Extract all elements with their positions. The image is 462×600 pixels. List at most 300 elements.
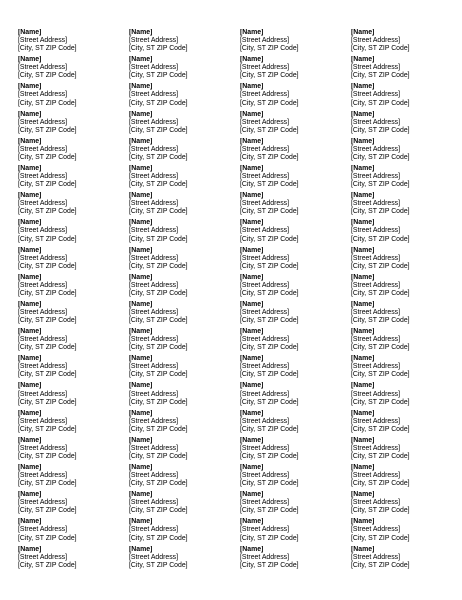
address-label[interactable] bbox=[129, 56, 240, 83]
address-label[interactable] bbox=[351, 301, 458, 328]
label-street-address: [Street Address] bbox=[18, 227, 68, 235]
label-street-address: [Street Address] bbox=[18, 200, 68, 208]
label-city-state-zip: [City, ST ZIP Code] bbox=[240, 72, 299, 80]
label-street-address: [Street Address] bbox=[240, 118, 290, 126]
label-name: [Name] bbox=[240, 409, 264, 417]
label-name: [Name] bbox=[18, 409, 42, 417]
label-name: [Name] bbox=[351, 56, 375, 64]
label-street-address: [Street Address] bbox=[18, 173, 68, 181]
address-label[interactable] bbox=[240, 491, 351, 518]
label-city-state-zip: [City, ST ZIP Code] bbox=[129, 72, 188, 80]
address-label[interactable] bbox=[240, 410, 351, 437]
label-street-address: [Street Address] bbox=[351, 363, 401, 371]
label-city-state-zip: [City, ST ZIP Code] bbox=[129, 344, 188, 352]
address-label[interactable] bbox=[351, 546, 458, 573]
address-label[interactable] bbox=[18, 382, 129, 409]
label-name: [Name] bbox=[129, 56, 153, 64]
label-city-state-zip: [City, ST ZIP Code] bbox=[351, 262, 410, 270]
label-city-state-zip: [City, ST ZIP Code] bbox=[129, 235, 188, 243]
address-label[interactable] bbox=[351, 491, 458, 518]
label-street-address: [Street Address] bbox=[18, 37, 68, 45]
label-city-state-zip: [City, ST ZIP Code] bbox=[351, 453, 410, 460]
label-city-state-zip: [City, ST ZIP Code] bbox=[351, 344, 410, 352]
address-label[interactable] bbox=[129, 382, 240, 409]
label-street-address: [Street Address] bbox=[129, 227, 179, 235]
label-street-address: [Street Address] bbox=[351, 472, 401, 480]
label-street-address: [Street Address] bbox=[351, 553, 401, 561]
address-label[interactable] bbox=[240, 301, 351, 328]
label-street-address: [Street Address] bbox=[240, 472, 290, 480]
address-label[interactable] bbox=[240, 437, 351, 464]
label-street-address: [Street Address] bbox=[240, 200, 290, 208]
label-city-state-zip: [City, ST ZIP Code] bbox=[129, 153, 188, 161]
address-label[interactable] bbox=[18, 192, 129, 219]
label-city-state-zip: [City, ST ZIP Code] bbox=[240, 371, 299, 379]
address-label[interactable] bbox=[351, 192, 458, 219]
address-label[interactable] bbox=[240, 83, 351, 110]
label-name: [Name] bbox=[240, 355, 264, 363]
label-street-address: [Street Address] bbox=[351, 526, 401, 534]
label-name: [Name] bbox=[129, 328, 153, 336]
address-label[interactable] bbox=[129, 138, 240, 165]
label-city-state-zip: [City, ST ZIP Code] bbox=[129, 398, 188, 406]
label-name: [Name] bbox=[351, 29, 375, 36]
label-city-state-zip: [City, ST ZIP Code] bbox=[351, 507, 410, 515]
address-label[interactable] bbox=[240, 165, 351, 192]
label-name: [Name] bbox=[18, 518, 42, 526]
label-street-address: [Street Address] bbox=[129, 91, 179, 99]
label-city-state-zip: [City, ST ZIP Code] bbox=[351, 425, 410, 433]
label-name: [Name] bbox=[18, 246, 42, 254]
address-label[interactable] bbox=[351, 355, 458, 382]
label-name: [Name] bbox=[351, 164, 375, 172]
label-city-state-zip: [City, ST ZIP Code] bbox=[18, 262, 77, 270]
label-name: [Name] bbox=[351, 436, 375, 444]
label-city-state-zip: [City, ST ZIP Code] bbox=[18, 398, 77, 406]
address-label[interactable] bbox=[351, 138, 458, 165]
label-city-state-zip: [City, ST ZIP Code] bbox=[351, 235, 410, 243]
label-street-address: [Street Address] bbox=[351, 64, 401, 72]
label-name: [Name] bbox=[351, 110, 375, 118]
label-city-state-zip: [City, ST ZIP Code] bbox=[18, 507, 77, 515]
label-city-state-zip: [City, ST ZIP Code] bbox=[129, 208, 188, 216]
label-street-address: [Street Address] bbox=[18, 363, 68, 371]
address-label[interactable] bbox=[18, 247, 129, 274]
label-name: [Name] bbox=[129, 300, 153, 308]
label-street-address: [Street Address] bbox=[351, 499, 401, 507]
address-label[interactable] bbox=[18, 491, 129, 518]
label-name: [Name] bbox=[18, 300, 42, 308]
label-street-address: [Street Address] bbox=[351, 173, 401, 181]
label-street-address: [Street Address] bbox=[129, 254, 179, 262]
label-street-address: [Street Address] bbox=[129, 553, 179, 561]
address-label[interactable] bbox=[240, 138, 351, 165]
label-name: [Name] bbox=[18, 56, 42, 64]
label-city-state-zip: [City, ST ZIP Code] bbox=[18, 126, 77, 134]
label-street-address: [Street Address] bbox=[240, 227, 290, 235]
label-street-address: [Street Address] bbox=[351, 336, 401, 344]
address-label[interactable] bbox=[240, 382, 351, 409]
label-street-address: [Street Address] bbox=[18, 254, 68, 262]
label-street-address: [Street Address] bbox=[240, 417, 290, 425]
address-label[interactable] bbox=[129, 546, 240, 573]
label-city-state-zip: [City, ST ZIP Code] bbox=[240, 507, 299, 515]
label-name: [Name] bbox=[18, 192, 42, 200]
label-city-state-zip: [City, ST ZIP Code] bbox=[18, 153, 77, 161]
address-label[interactable] bbox=[351, 410, 458, 437]
label-name: [Name] bbox=[18, 436, 42, 444]
label-street-address: [Street Address] bbox=[240, 526, 290, 534]
address-label-sheet bbox=[18, 29, 458, 573]
label-street-address: [Street Address] bbox=[18, 553, 68, 561]
label-name: [Name] bbox=[129, 110, 153, 118]
label-name: [Name] bbox=[129, 83, 153, 91]
label-street-address: [Street Address] bbox=[129, 308, 179, 316]
label-name: [Name] bbox=[240, 29, 264, 36]
label-city-state-zip: [City, ST ZIP Code] bbox=[240, 181, 299, 189]
label-name: [Name] bbox=[351, 382, 375, 390]
address-label[interactable] bbox=[18, 328, 129, 355]
label-city-state-zip: [City, ST ZIP Code] bbox=[240, 534, 299, 542]
label-city-state-zip: [City, ST ZIP Code] bbox=[18, 317, 77, 325]
label-city-state-zip: [City, ST ZIP Code] bbox=[129, 317, 188, 325]
address-label[interactable] bbox=[351, 464, 458, 491]
label-name: [Name] bbox=[129, 219, 153, 227]
label-street-address: [Street Address] bbox=[18, 91, 68, 99]
address-label[interactable] bbox=[240, 29, 351, 56]
label-street-address: [Street Address] bbox=[351, 145, 401, 153]
address-label[interactable] bbox=[240, 247, 351, 274]
label-street-address: [Street Address] bbox=[240, 145, 290, 153]
label-name: [Name] bbox=[240, 328, 264, 336]
address-label[interactable] bbox=[129, 464, 240, 491]
label-city-state-zip: [City, ST ZIP Code] bbox=[351, 72, 410, 80]
label-street-address: [Street Address] bbox=[240, 308, 290, 316]
label-street-address: [Street Address] bbox=[240, 336, 290, 344]
label-city-state-zip: [City, ST ZIP Code] bbox=[18, 425, 77, 433]
label-city-state-zip: [City, ST ZIP Code] bbox=[351, 317, 410, 325]
label-street-address: [Street Address] bbox=[240, 64, 290, 72]
label-name: [Name] bbox=[240, 246, 264, 254]
address-label[interactable] bbox=[129, 301, 240, 328]
label-name: [Name] bbox=[240, 56, 264, 64]
address-label[interactable] bbox=[240, 56, 351, 83]
label-city-state-zip: [City, ST ZIP Code] bbox=[129, 507, 188, 515]
label-name: [Name] bbox=[351, 328, 375, 336]
address-label[interactable] bbox=[18, 111, 129, 138]
label-name: [Name] bbox=[129, 355, 153, 363]
label-name: [Name] bbox=[18, 83, 42, 91]
label-city-state-zip: [City, ST ZIP Code] bbox=[18, 534, 77, 542]
label-street-address: [Street Address] bbox=[129, 145, 179, 153]
label-city-state-zip: [City, ST ZIP Code] bbox=[18, 289, 77, 297]
label-name: [Name] bbox=[351, 409, 375, 417]
label-name: [Name] bbox=[351, 246, 375, 254]
label-street-address: [Street Address] bbox=[351, 91, 401, 99]
label-street-address: [Street Address] bbox=[351, 37, 401, 45]
address-label[interactable] bbox=[18, 274, 129, 301]
label-city-state-zip: [City, ST ZIP Code] bbox=[240, 289, 299, 297]
label-street-address: [Street Address] bbox=[129, 118, 179, 126]
label-name: [Name] bbox=[129, 382, 153, 390]
address-label[interactable] bbox=[18, 464, 129, 491]
label-city-state-zip: [City, ST ZIP Code] bbox=[240, 153, 299, 161]
address-label[interactable] bbox=[351, 165, 458, 192]
label-street-address: [Street Address] bbox=[18, 444, 68, 452]
address-label[interactable] bbox=[129, 328, 240, 355]
label-street-address: [Street Address] bbox=[351, 200, 401, 208]
label-city-state-zip: [City, ST ZIP Code] bbox=[129, 126, 188, 134]
label-street-address: [Street Address] bbox=[351, 417, 401, 425]
address-label[interactable] bbox=[351, 328, 458, 355]
label-city-state-zip: [City, ST ZIP Code] bbox=[240, 208, 299, 216]
label-name: [Name] bbox=[18, 545, 42, 553]
label-name: [Name] bbox=[129, 192, 153, 200]
address-label[interactable] bbox=[18, 165, 129, 192]
label-city-state-zip: [City, ST ZIP Code] bbox=[351, 398, 410, 406]
label-name: [Name] bbox=[129, 518, 153, 526]
address-label[interactable] bbox=[240, 192, 351, 219]
address-label[interactable] bbox=[18, 29, 129, 56]
label-city-state-zip: [City, ST ZIP Code] bbox=[351, 561, 410, 569]
label-city-state-zip: [City, ST ZIP Code] bbox=[240, 398, 299, 406]
label-name: [Name] bbox=[351, 83, 375, 91]
label-name: [Name] bbox=[351, 491, 375, 499]
label-name: [Name] bbox=[351, 355, 375, 363]
label-city-state-zip: [City, ST ZIP Code] bbox=[240, 99, 299, 107]
label-street-address: [Street Address] bbox=[129, 499, 179, 507]
label-street-address: [Street Address] bbox=[18, 336, 68, 344]
label-name: [Name] bbox=[18, 29, 42, 36]
label-name: [Name] bbox=[240, 219, 264, 227]
label-street-address: [Street Address] bbox=[129, 526, 179, 534]
address-label[interactable] bbox=[129, 29, 240, 56]
label-city-state-zip: [City, ST ZIP Code] bbox=[351, 181, 410, 189]
address-label[interactable] bbox=[18, 138, 129, 165]
address-label[interactable] bbox=[18, 301, 129, 328]
label-city-state-zip: [City, ST ZIP Code] bbox=[240, 317, 299, 325]
label-city-state-zip: [City, ST ZIP Code] bbox=[351, 126, 410, 134]
label-name: [Name] bbox=[351, 192, 375, 200]
label-street-address: [Street Address] bbox=[129, 417, 179, 425]
label-name: [Name] bbox=[129, 273, 153, 281]
label-city-state-zip: [City, ST ZIP Code] bbox=[351, 289, 410, 297]
label-street-address: [Street Address] bbox=[351, 390, 401, 398]
address-label[interactable] bbox=[129, 247, 240, 274]
label-name: [Name] bbox=[240, 545, 264, 553]
address-label[interactable] bbox=[351, 247, 458, 274]
address-label[interactable] bbox=[129, 410, 240, 437]
label-street-address: [Street Address] bbox=[18, 526, 68, 534]
address-label[interactable] bbox=[129, 491, 240, 518]
label-city-state-zip: [City, ST ZIP Code] bbox=[129, 534, 188, 542]
label-street-address: [Street Address] bbox=[18, 308, 68, 316]
address-label[interactable] bbox=[351, 29, 458, 56]
label-street-address: [Street Address] bbox=[351, 254, 401, 262]
address-label[interactable] bbox=[351, 437, 458, 464]
label-street-address: [Street Address] bbox=[129, 64, 179, 72]
address-label[interactable] bbox=[351, 518, 458, 545]
address-label[interactable] bbox=[18, 219, 129, 246]
label-city-state-zip: [City, ST ZIP Code] bbox=[351, 371, 410, 379]
label-city-state-zip: [City, ST ZIP Code] bbox=[240, 235, 299, 243]
address-label[interactable] bbox=[18, 546, 129, 573]
address-label[interactable] bbox=[351, 274, 458, 301]
label-city-state-zip: [City, ST ZIP Code] bbox=[18, 561, 77, 569]
address-label[interactable] bbox=[240, 464, 351, 491]
label-name: [Name] bbox=[129, 436, 153, 444]
label-city-state-zip: [City, ST ZIP Code] bbox=[351, 99, 410, 107]
label-name: [Name] bbox=[129, 246, 153, 254]
label-street-address: [Street Address] bbox=[129, 390, 179, 398]
label-city-state-zip: [City, ST ZIP Code] bbox=[129, 181, 188, 189]
label-street-address: [Street Address] bbox=[18, 64, 68, 72]
label-street-address: [Street Address] bbox=[129, 336, 179, 344]
label-city-state-zip: [City, ST ZIP Code] bbox=[240, 45, 299, 53]
address-label[interactable] bbox=[129, 437, 240, 464]
label-city-state-zip: [City, ST ZIP Code] bbox=[18, 235, 77, 243]
label-city-state-zip: [City, ST ZIP Code] bbox=[351, 480, 410, 488]
label-name: [Name] bbox=[129, 491, 153, 499]
label-name: [Name] bbox=[351, 545, 375, 553]
label-street-address: [Street Address] bbox=[129, 444, 179, 452]
label-name: [Name] bbox=[18, 355, 42, 363]
label-street-address: [Street Address] bbox=[18, 499, 68, 507]
label-city-state-zip: [City, ST ZIP Code] bbox=[129, 561, 188, 569]
address-label[interactable] bbox=[18, 83, 129, 110]
label-name: [Name] bbox=[18, 491, 42, 499]
label-city-state-zip: [City, ST ZIP Code] bbox=[240, 126, 299, 134]
address-label[interactable] bbox=[18, 355, 129, 382]
label-name: [Name] bbox=[18, 219, 42, 227]
label-name: [Name] bbox=[18, 382, 42, 390]
label-name: [Name] bbox=[18, 464, 42, 471]
address-label[interactable] bbox=[240, 355, 351, 382]
label-street-address: [Street Address] bbox=[351, 444, 401, 452]
label-name: [Name] bbox=[240, 382, 264, 390]
label-city-state-zip: [City, ST ZIP Code] bbox=[129, 480, 188, 488]
address-label[interactable] bbox=[240, 546, 351, 573]
label-city-state-zip: [City, ST ZIP Code] bbox=[18, 480, 77, 488]
label-name: [Name] bbox=[129, 164, 153, 172]
label-street-address: [Street Address] bbox=[240, 553, 290, 561]
label-name: [Name] bbox=[351, 300, 375, 308]
label-city-state-zip: [City, ST ZIP Code] bbox=[240, 453, 299, 460]
label-name: [Name] bbox=[18, 328, 42, 336]
address-label[interactable] bbox=[240, 274, 351, 301]
address-label[interactable] bbox=[129, 165, 240, 192]
address-label[interactable] bbox=[129, 192, 240, 219]
label-city-state-zip: [City, ST ZIP Code] bbox=[240, 262, 299, 270]
address-label[interactable] bbox=[240, 219, 351, 246]
address-label[interactable] bbox=[18, 56, 129, 83]
label-street-address: [Street Address] bbox=[351, 118, 401, 126]
label-name: [Name] bbox=[129, 137, 153, 145]
label-street-address: [Street Address] bbox=[18, 281, 68, 289]
label-name: [Name] bbox=[351, 137, 375, 145]
label-city-state-zip: [City, ST ZIP Code] bbox=[18, 371, 77, 379]
label-street-address: [Street Address] bbox=[129, 363, 179, 371]
label-name: [Name] bbox=[240, 83, 264, 91]
label-street-address: [Street Address] bbox=[18, 390, 68, 398]
label-name: [Name] bbox=[240, 164, 264, 172]
label-name: [Name] bbox=[240, 110, 264, 118]
label-city-state-zip: [City, ST ZIP Code] bbox=[129, 425, 188, 433]
label-city-state-zip: [City, ST ZIP Code] bbox=[240, 480, 299, 488]
address-label[interactable] bbox=[18, 437, 129, 464]
label-city-state-zip: [City, ST ZIP Code] bbox=[129, 99, 188, 107]
label-name: [Name] bbox=[240, 192, 264, 200]
label-name: [Name] bbox=[129, 409, 153, 417]
label-city-state-zip: [City, ST ZIP Code] bbox=[18, 181, 77, 189]
label-city-state-zip: [City, ST ZIP Code] bbox=[129, 45, 188, 53]
label-street-address: [Street Address] bbox=[240, 37, 290, 45]
label-street-address: [Street Address] bbox=[129, 200, 179, 208]
address-label[interactable] bbox=[129, 518, 240, 545]
label-name: [Name] bbox=[18, 164, 42, 172]
address-label[interactable] bbox=[18, 518, 129, 545]
label-city-state-zip: [City, ST ZIP Code] bbox=[351, 208, 410, 216]
label-name: [Name] bbox=[240, 300, 264, 308]
label-street-address: [Street Address] bbox=[129, 472, 179, 480]
address-label[interactable] bbox=[240, 328, 351, 355]
label-city-state-zip: [City, ST ZIP Code] bbox=[129, 262, 188, 270]
label-name: [Name] bbox=[129, 464, 153, 471]
label-name: [Name] bbox=[351, 518, 375, 526]
label-city-state-zip: [City, ST ZIP Code] bbox=[351, 45, 410, 53]
label-street-address: [Street Address] bbox=[129, 37, 179, 45]
label-street-address: [Street Address] bbox=[240, 254, 290, 262]
label-name: [Name] bbox=[18, 110, 42, 118]
address-label[interactable] bbox=[129, 274, 240, 301]
label-street-address: [Street Address] bbox=[240, 499, 290, 507]
address-label[interactable] bbox=[351, 56, 458, 83]
address-label[interactable] bbox=[351, 219, 458, 246]
address-label[interactable] bbox=[129, 355, 240, 382]
address-label[interactable] bbox=[351, 382, 458, 409]
address-label[interactable] bbox=[240, 518, 351, 545]
label-name: [Name] bbox=[351, 273, 375, 281]
address-label[interactable] bbox=[240, 111, 351, 138]
address-label[interactable] bbox=[18, 410, 129, 437]
label-name: [Name] bbox=[129, 545, 153, 553]
label-city-state-zip: [City, ST ZIP Code] bbox=[240, 344, 299, 352]
address-label[interactable] bbox=[129, 83, 240, 110]
label-street-address: [Street Address] bbox=[18, 145, 68, 153]
address-label[interactable] bbox=[129, 111, 240, 138]
label-street-address: [Street Address] bbox=[351, 308, 401, 316]
label-street-address: [Street Address] bbox=[351, 281, 401, 289]
label-name: [Name] bbox=[18, 137, 42, 145]
label-street-address: [Street Address] bbox=[351, 227, 401, 235]
label-name: [Name] bbox=[240, 137, 264, 145]
label-street-address: [Street Address] bbox=[240, 363, 290, 371]
label-street-address: [Street Address] bbox=[129, 281, 179, 289]
address-label[interactable] bbox=[351, 83, 458, 110]
label-street-address: [Street Address] bbox=[240, 281, 290, 289]
label-name: [Name] bbox=[351, 219, 375, 227]
label-street-address: [Street Address] bbox=[129, 173, 179, 181]
label-city-state-zip: [City, ST ZIP Code] bbox=[240, 425, 299, 433]
label-city-state-zip: [City, ST ZIP Code] bbox=[129, 289, 188, 297]
label-name: [Name] bbox=[240, 518, 264, 526]
label-city-state-zip: [City, ST ZIP Code] bbox=[18, 45, 77, 53]
label-name: [Name] bbox=[351, 464, 375, 471]
label-name: [Name] bbox=[129, 29, 153, 36]
address-label[interactable] bbox=[351, 111, 458, 138]
address-label[interactable] bbox=[129, 219, 240, 246]
label-city-state-zip: [City, ST ZIP Code] bbox=[18, 99, 77, 107]
